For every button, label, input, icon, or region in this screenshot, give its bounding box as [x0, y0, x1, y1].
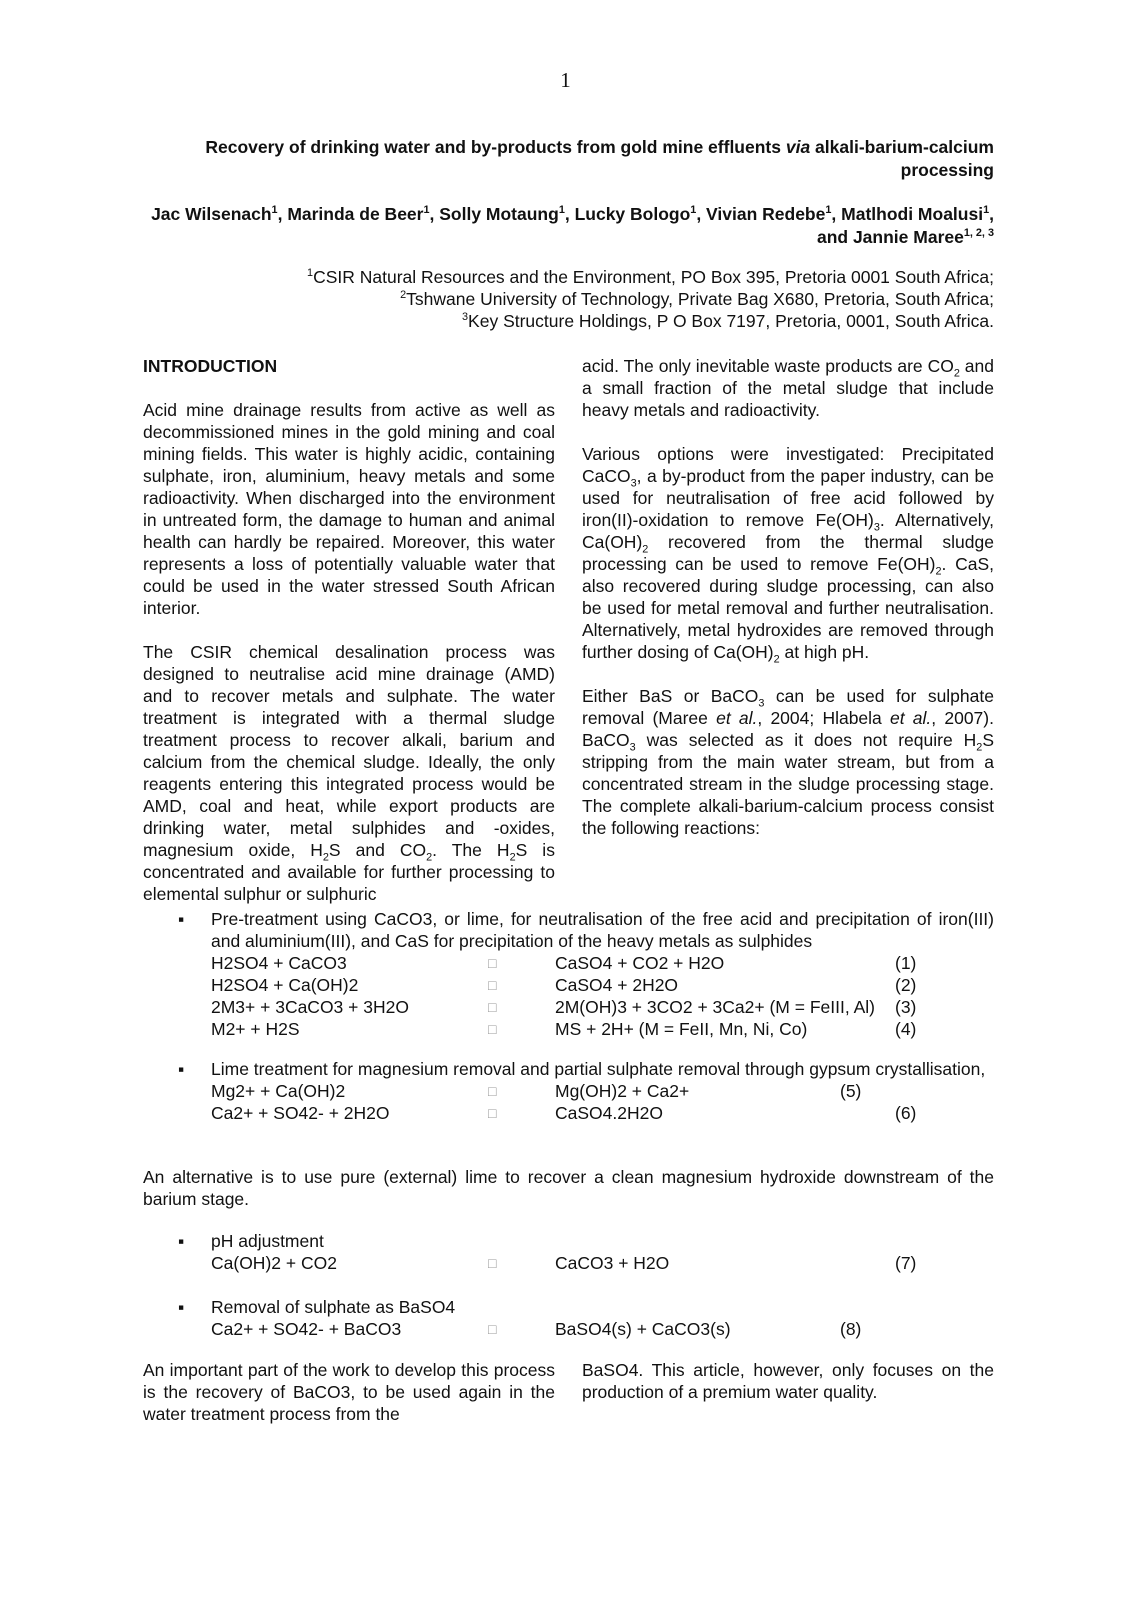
reaction-block-lime [178, 1058, 994, 1124]
intro-paragraph-1: Acid mine drainage results from active as well as decommissioned mines in the gold mining and coal mining fields. This water is highly acidic, containing sulphate, iron, aluminium, heavy metals and some radioactivity. When discharged into the environment in untreated form, the damage to human and animal health can hardly be repaired. Moreover, this water represents a loss of potentially valuable water that could be used in the water stressed South African interior. [143, 400, 555, 618]
right-paragraph-1: acid. The only inevitable waste products are $CO_2$ and a small fraction of the metal sludge that include heavy metals and radioactivity. [582, 356, 994, 420]
arrow-icon: □ [488, 955, 497, 971]
author-list: Jac Wilsenach$^1$, Marinda de Beer$^1$, Solly Motaung$^1$, Lucky Bologo$^1$, Vivian Redebe$^1$, Matlhodi Moalusi$^1$, and Jannie Maree$^{1, 2, 3}$ [151, 204, 994, 247]
equation-7: Ca(OH)2 + CO2 □ CaCO3 + H2O (7) [211, 1253, 917, 1273]
bullet-marker: ▪ [178, 909, 185, 929]
arrow-icon: □ [488, 999, 497, 1015]
equation-6: Ca2+ + SO42- + 2H2O □ CaSO4.2H2O (6) [211, 1103, 917, 1123]
affiliation-3: $^3$Key Structure Holdings, P O Box 7197, Pretoria, 0001, South Africa. [462, 311, 994, 331]
block-description: pH adjustment [211, 1231, 324, 1251]
bullet-marker: ▪ [178, 1297, 185, 1317]
block-description: Lime treatment for magnesium removal and partial sulphate removal through gypsum crystallisation, [211, 1059, 986, 1079]
right-paragraph-3: Either BaS or BaCO$_3$ can be used for sulphate removal (Maree et al., 2004; Hlabela et al., 2007). BaCO$_3$ was selected as it does not require $H_2S$ stripping from the main water stream, but from a concentrated stream in the sludge processing stage. The complete alkali-barium-calcium process consist the following reactions: [582, 686, 994, 838]
left-column [143, 355, 555, 927]
final-left-paragraph: An important part of the work to develop this process is the recovery of BaCO3, to be used again in the water treatment process from the [143, 1360, 555, 1424]
arrow-icon: □ [488, 1321, 497, 1337]
alternative-paragraph: An alternative is to use pure (external) lime to recover a clean magnesium hydroxide downstream of the barium stage. [143, 1167, 994, 1209]
arrow-icon: □ [488, 1255, 497, 1271]
block-description: Removal of sulphate as BaSO4 [211, 1297, 456, 1317]
bullet-marker: ▪ [178, 1231, 185, 1251]
arrow-icon: □ [488, 1105, 497, 1121]
equation-2: H2SO4 + Ca(OH)2 □ CaSO4 + 2H2O (2) [211, 975, 917, 995]
affiliations [150, 266, 994, 332]
page-number: 1 [560, 68, 571, 92]
paper-title: Recovery of drinking water and by-products from gold mine effluents via alkali-barium-calcium processing [205, 137, 994, 180]
bullet-marker: ▪ [178, 1059, 185, 1079]
equation-1: H2SO4 + CaCO3 □ CaSO4 + CO2 + H2O (1) [211, 953, 917, 973]
right-column [582, 355, 994, 861]
equation-5: Mg2+ + Ca(OH)2 □ Mg(OH)2 + Ca2+ (5) [211, 1081, 862, 1101]
final-right-paragraph: BaSO4. This article, however, only focuses on the production of a premium water quality. [582, 1360, 994, 1402]
affiliation-2: $^2$Tshwane University of Technology, Private Bag X680, Pretoria, South Africa; [400, 289, 994, 309]
equation-4: M2+ + H2S □ MS + 2H+ (M = FeII, Mn, Ni, Co) (4) [211, 1019, 917, 1039]
section-heading-introduction: INTRODUCTION [143, 356, 278, 376]
arrow-icon: □ [488, 1083, 497, 1099]
affiliation-1: $^1$CSIR Natural Resources and the Environment, PO Box 395, Pretoria 0001 South Africa; [307, 267, 994, 287]
equation-3: 2M3+ + 3CaCO3 + 3H2O □ 2M(OH)3 + 3CO2 + 3Ca2+ (M = FeIII, Al) (3) [211, 997, 917, 1017]
arrow-icon: □ [488, 1021, 497, 1037]
reaction-block-ph [178, 1230, 994, 1274]
reaction-block-baso4 [178, 1296, 994, 1340]
equation-8: Ca2+ + SO42- + BaCO3 □ BaSO4(s) + CaCO3(s) (8) [211, 1319, 862, 1339]
reaction-block-pretreatment [178, 908, 994, 1040]
intro-paragraph-2: The CSIR chemical desalination process was designed to neutralise acid mine drainage (AMD) and to recover metals and sulphate. The water treatment is integrated with a thermal sludge treatment process to recover alkali, barium and calcium from the chemical sludge. Ideally, the only reagents entering this integrated process would be AMD, coal and heat, while export products are drinking water, metal sulphides and -oxides, magnesium oxide, $H_2S$ and $CO_2$. The $H_2S$ is concentrated and available for further processing to elemental sulphur or sulphuric [143, 642, 555, 904]
right-paragraph-2: Various options were investigated: Precipitated CaCO$_3$, a by-product from the paper industry, can be used for neutralisation of free acid followed by iron(II)-oxidation to remove $Fe(OH)_3$. Alternatively, $Ca(OH)_2$ recovered from the thermal sludge processing can be used to remove $Fe(OH)_2$. CaS, also recovered during sludge processing, can also be used for metal removal and further neutralisation. Alternatively, metal hydroxides are removed through further dosing of $Ca(OH)_2$ at high pH. [582, 444, 995, 666]
block-description: Pre-treatment using CaCO3, or lime, for neutralisation of the free acid and precipitation of iron(III) and aluminium(III), and CaS for precipitation of the heavy metals as sulphides [211, 909, 994, 951]
arrow-icon: □ [488, 977, 497, 993]
